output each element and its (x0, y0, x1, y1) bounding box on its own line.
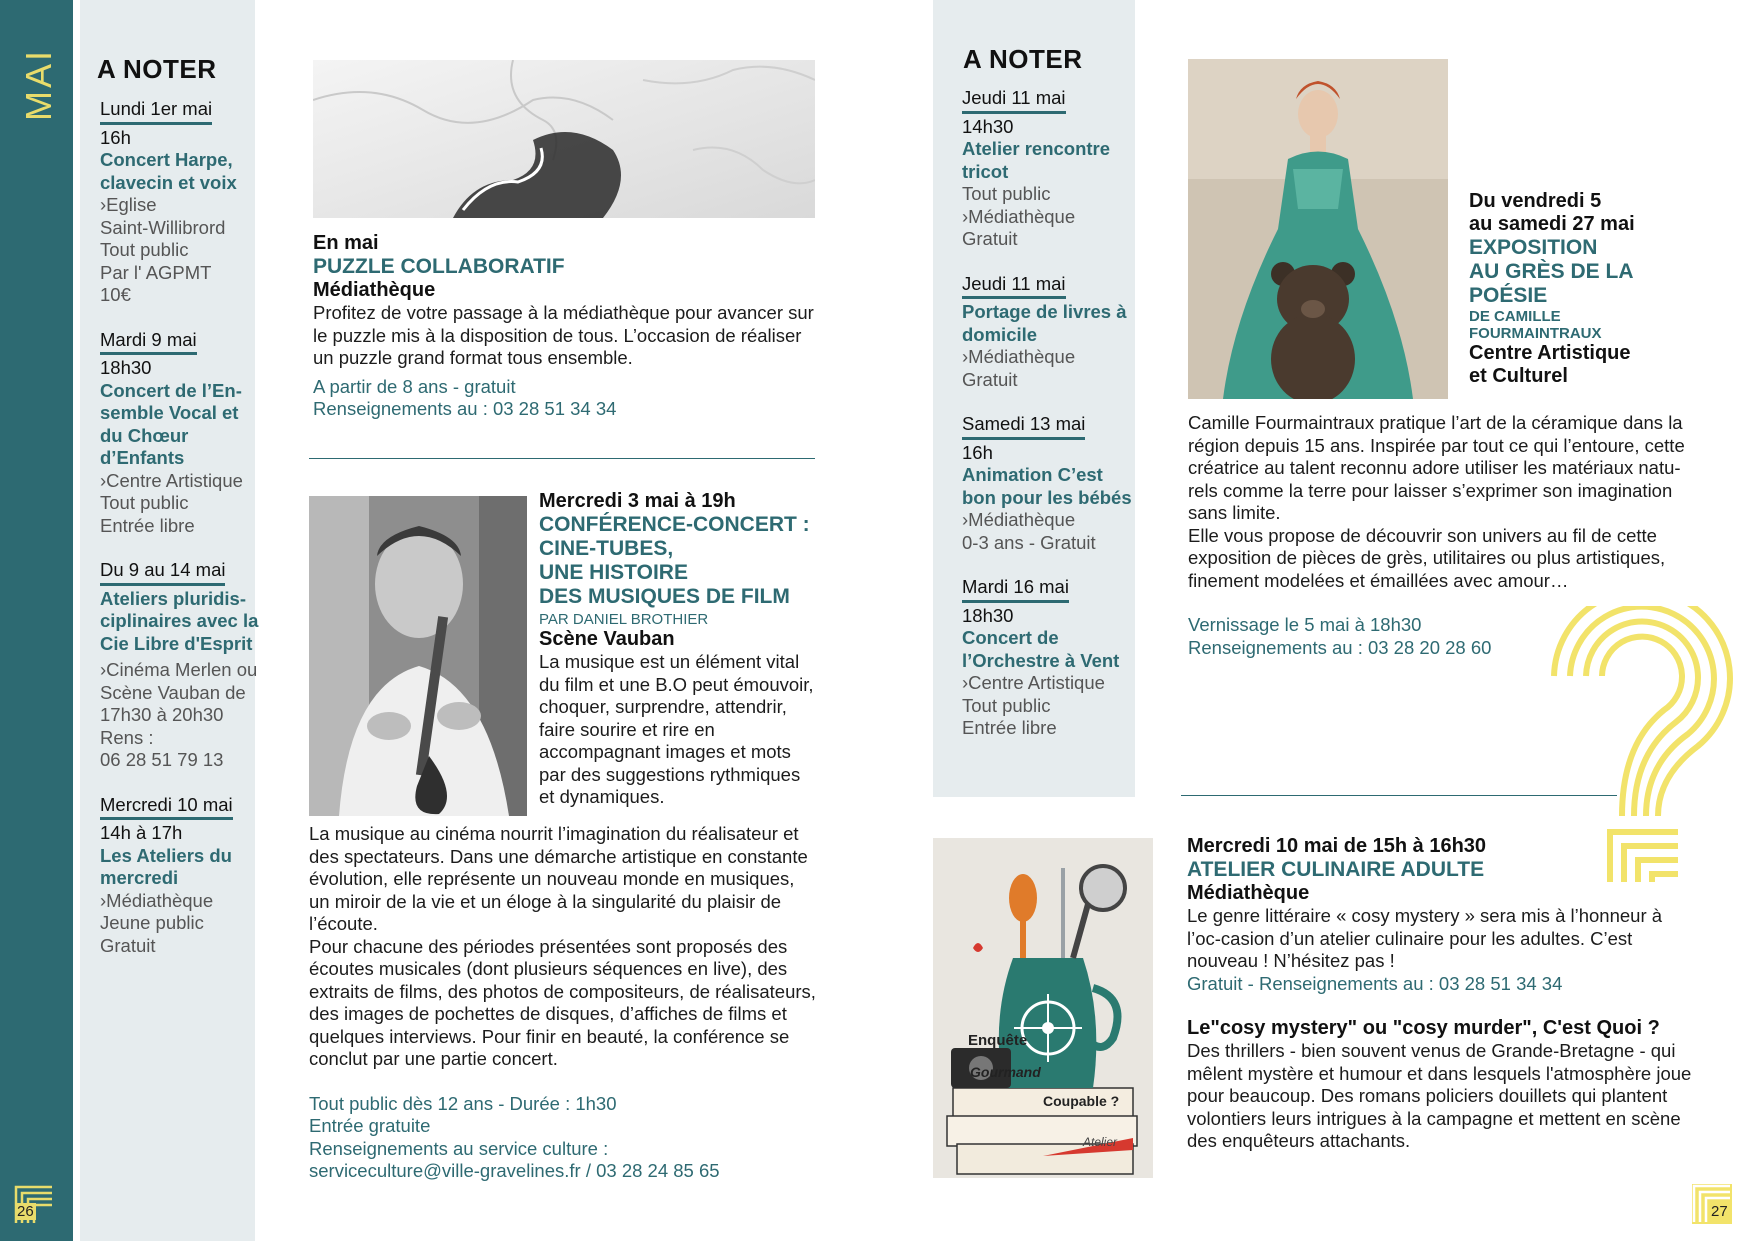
agenda-detail: Tout public (962, 694, 1051, 716)
left-agenda-heading: A NOTER (97, 54, 217, 84)
concert-intro: La musique est un élément vital du film et une B.O peut émouvoir, choquer, surprendre, attendrir, faire sourire et rire en accompagnant images et mots par des suggestions rythmiques et dynamiques. (539, 651, 814, 807)
agenda-item (100, 329, 260, 538)
divider (1181, 795, 1617, 796)
concert-place: Scène Vauban (539, 628, 675, 650)
right-agenda-heading: A NOTER (963, 44, 1083, 74)
page-number-right: 27 (1711, 1203, 1728, 1220)
cosy-word: Atelier (1083, 1135, 1118, 1149)
sculpture-photo (1188, 59, 1448, 399)
agenda-time: 18h30 (100, 357, 152, 378)
puzzle-info-phone: Renseignements au : 03 28 51 34 34 (313, 398, 617, 419)
agenda-date: Mardi 16 mai (962, 576, 1069, 603)
agenda-detail: Tout public (100, 239, 189, 260)
agenda-title: Concert de l’En-semble Vocal et du Chœur d’Enfants (100, 379, 242, 468)
concert-when: Mercredi 3 mai à 19h (539, 490, 736, 512)
agenda-detail: ›Centre Artistique (100, 469, 243, 491)
page-number-left: 26 (17, 1203, 34, 1220)
expo-title: AU GRÈS DE LA (1469, 260, 1634, 283)
puzzle-article (313, 232, 818, 421)
month-sidebar (0, 0, 73, 1241)
agenda-detail: ›Médiathèque (962, 346, 1076, 367)
agenda-title: Animation C’est bon pour les bébés (962, 464, 1132, 508)
concert-title: DES MUSIQUES DE FILM (539, 585, 790, 608)
agenda-detail: Par l' AGPMT (100, 261, 212, 283)
concert-body (309, 823, 819, 1183)
puzzle-info-age: A partir de 8 ans - gratuit (313, 375, 516, 397)
cosy-question-body: Des thrillers - bien souvent venus de Grande-Bretagne - qui mêlent mystère et humour et dans lesquels l'atmosphère joue pour beaucoup. Des romans policiers douillets qui plantent volontiers leurs intrigues à la campagne et mettent en scène des enquêteurs attachants. (1187, 1040, 1692, 1151)
concert-info: Renseignements au service culture : (309, 1137, 609, 1159)
agenda-item (100, 794, 260, 958)
agenda-detail: Entrée libre (100, 514, 195, 536)
concert-title: CINE-TUBES, (539, 537, 674, 560)
agenda-time: 16h (962, 441, 993, 463)
expo-paragraph: Elle vous propose de découvrir son univers au fil de cette exposition de pièces de grès, utilitaires ou plus artistiques, finement modelées et émaillées avec amour… (1188, 524, 1666, 591)
expo-author: FOURMAINTRAUX (1469, 325, 1602, 342)
expo-info: Renseignements au : 03 28 20 28 60 (1188, 636, 1492, 658)
agenda-detail: Jeune public (100, 912, 204, 933)
agenda-detail: Saint-Willibrord (100, 216, 226, 238)
concert-title: UNE HISTOIRE (539, 561, 688, 584)
agenda-date: Lundi 1er mai (100, 98, 212, 125)
agenda-date: Jeudi 11 mai (962, 87, 1066, 114)
concert-paragraph: Pour chacune des périodes présentées sont proposés des écoutes musicales (dont plusieurs séquences en live), des extraits de films, des photos de compositeurs, de réalisateurs, des images de pochettes de disques, d’affiches de films et quelques interviews. Pour finir en beauté, la conférence se conclut par une partie concert. (309, 935, 816, 1069)
agenda-time: 18h30 (962, 604, 1014, 626)
concert-info: Tout public dès 12 ans - Durée : 1h30 (309, 1092, 617, 1114)
concert-paragraph: La musique au cinéma nourrit l’imagination du réalisateur et des spectateurs. Dans une démarche artistique en constante évolution, elle représente un nouveau monde en musiques, un miroir de la vie et un éloge à la singularité du plaisir de l’écoute. (309, 823, 808, 934)
agenda-item (962, 273, 1132, 392)
agenda-title: Concert Harpe, clavecin et voix (100, 149, 237, 193)
month-label: MAI (18, 47, 59, 121)
agenda-item (100, 98, 260, 307)
expo-when: au samedi 27 mai (1469, 213, 1635, 235)
cosy-word: Enquête (968, 1032, 1028, 1049)
agenda-detail: Scène Vauban de (100, 681, 246, 703)
agenda-time: 16h (100, 126, 131, 148)
atelier-info: Gratuit - Renseignements au : 03 28 51 34 34 (1187, 972, 1563, 994)
agenda-date: Du 9 au 14 mai (100, 559, 225, 586)
concert-info: Entrée gratuite (309, 1115, 431, 1136)
puzzle-body: Profitez de votre passage à la médiathèque pour avancer sur le puzzle mis à la disposition de tous. L’occasion de réaliser un puzzle grand format tous ensemble. (313, 302, 814, 368)
agenda-detail: 17h30 à 20h30 (100, 704, 224, 725)
concert-header (539, 490, 819, 809)
divider (309, 458, 815, 459)
musician-photo (309, 496, 527, 816)
agenda-detail: Gratuit (100, 934, 156, 956)
agenda-time: 14h30 (962, 115, 1014, 137)
agenda-item (962, 413, 1132, 554)
agenda-detail: Entrée libre (962, 717, 1057, 738)
agenda-detail: ›Médiathèque (962, 509, 1076, 530)
expo-body (1188, 412, 1688, 659)
expo-place: et Culturel (1469, 365, 1568, 387)
atelier-when: Mercredi 10 mai de 15h à 16h30 (1187, 835, 1487, 857)
agenda-detail: Rens : (100, 726, 154, 748)
puzzle-title: PUZZLE COLLABORATIF (313, 255, 565, 278)
agenda-title: Les Ateliers du mercredi (100, 844, 232, 888)
cosy-mystery-illustration (933, 838, 1153, 1178)
agenda-detail: ›Médiathèque (962, 205, 1076, 227)
agenda-detail: ›Eglise (100, 194, 157, 215)
expo-header (1469, 190, 1669, 388)
puzzle-photo (313, 60, 815, 218)
expo-place: Centre Artistique (1469, 342, 1631, 364)
right-agenda-list (962, 87, 1132, 762)
agenda-time: 14h à 17h (100, 822, 183, 843)
cosy-word: Gourmand (970, 1064, 1041, 1080)
agenda-title: Concert de l’Orchestre à Vent (962, 627, 1120, 671)
puzzle-place: Médiathèque (313, 279, 436, 301)
expo-info: Vernissage le 5 mai à 18h30 (1188, 614, 1422, 635)
expo-when: Du vendredi 5 (1469, 190, 1602, 212)
concert-contact: serviceculture@ville-gravelines.fr / 03 28 24 85 65 (309, 1160, 720, 1181)
agenda-title: Ateliers pluridis-ciplinaires avec la Cie Libre d'Esprit (100, 587, 259, 654)
agenda-item (962, 87, 1132, 251)
left-agenda-list (100, 98, 260, 979)
agenda-date: Mercredi 10 mai (100, 794, 233, 821)
agenda-date: Mardi 9 mai (100, 329, 197, 356)
agenda-title: Portage de livres à domicile (962, 301, 1127, 345)
atelier-article (1187, 835, 1692, 1153)
agenda-detail: ›Cinéma Merlen ou (100, 659, 258, 680)
agenda-detail: ›Médiathèque (100, 889, 214, 911)
cosy-question-title: Le"cosy mystery" ou "cosy murder", C'est Quoi ? (1187, 1017, 1660, 1039)
agenda-detail: 0-3 ans - Gratuit (962, 531, 1096, 553)
agenda-detail: Gratuit (962, 228, 1018, 249)
atelier-title: ATELIER CULINAIRE ADULTE (1187, 858, 1485, 881)
agenda-detail: 06 28 51 79 13 (100, 749, 224, 770)
agenda-item (100, 559, 260, 772)
agenda-detail: Tout public (100, 492, 189, 513)
agenda-title: Atelier rencontre tricot (962, 138, 1111, 182)
concert-title: CONFÉRENCE-CONCERT : (539, 513, 810, 536)
agenda-date: Jeudi 11 mai (962, 273, 1066, 300)
agenda-detail: Tout public (962, 183, 1051, 204)
expo-paragraph: Camille Fourmaintraux pratique l’art de la céramique dans la région depuis 15 ans. Inspirée par tout ce qui l’entoure, cette créatrice au talent reconnu adore utiliser les matériaux natu-rels comme la terre pour laisser s’exprimer son imagination sans limite. (1188, 412, 1685, 523)
agenda-item (962, 576, 1132, 740)
atelier-place: Médiathèque (1187, 882, 1310, 904)
expo-title: POÉSIE (1469, 284, 1548, 307)
puzzle-when: En mai (313, 232, 379, 254)
atelier-body: Le genre littéraire « cosy mystery » sera mis à l’honneur à l’oc-casion d’un atelier culinaire pour les adultes. C’est nouveau ! N’hésitez pas ! (1187, 905, 1663, 971)
agenda-detail: Gratuit (962, 368, 1018, 390)
concert-author: PAR DANIEL BROTHIER (539, 611, 709, 628)
agenda-detail: 10€ (100, 284, 131, 305)
agenda-detail: ›Centre Artistique (962, 672, 1105, 693)
agenda-date: Samedi 13 mai (962, 413, 1085, 440)
cosy-word: Coupable ? (1043, 1093, 1120, 1109)
expo-title: EXPOSITION (1469, 236, 1598, 259)
expo-author: DE CAMILLE (1469, 308, 1561, 325)
